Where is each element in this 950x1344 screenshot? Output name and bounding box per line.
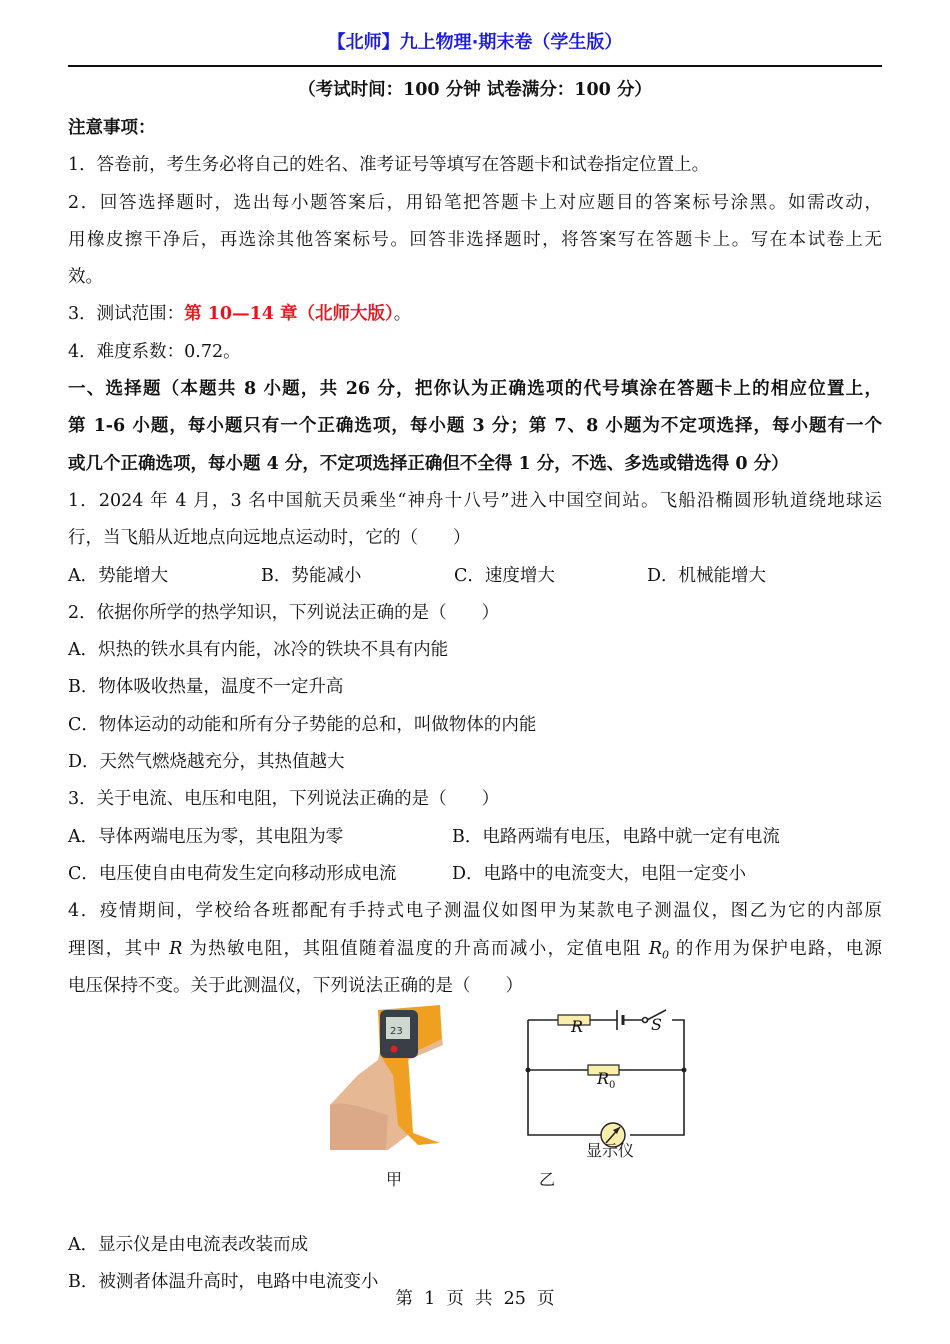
q4-stem-line3: 电压保持不变。关于此测温仪，下列说法正确的是（ ）	[68, 975, 523, 996]
q4-stem-line2	[68, 931, 882, 968]
notice-heading: 注意事项：	[68, 118, 156, 138]
q1-stem-line2: 行，当飞船从近地点向远地点运动时，它的（ ）	[68, 528, 471, 549]
label-display-meter: 显示仪	[586, 1141, 635, 1161]
q1-option-d: D．机械能增大	[647, 565, 767, 586]
q4-option-b: B．被测者体温升高时，电路中电流变小	[68, 1272, 379, 1293]
q3-option-c: C．电压使自由电荷发生定向移动形成电流	[68, 863, 397, 884]
junction-right	[682, 1068, 687, 1073]
section1-line2: 第 1-6 小题，每小题只有一个正确选项，每小题 3 分；第 7、8 小题为不定项选择，每小题有一个	[68, 416, 882, 437]
q2-option-d: D．天然气燃烧越充分，其热值越大	[68, 752, 345, 773]
notice-item-3	[68, 296, 882, 333]
notice-item-3-prefix: 3．测试范围：	[68, 304, 185, 325]
test-range: 第 10—14 章（北师大版）	[184, 304, 394, 325]
symbol-r0: R	[648, 938, 663, 959]
label-s: S	[651, 1015, 662, 1035]
label-r0	[597, 1069, 615, 1096]
notice-item-1: 1．答卷前，考生务必将自己的姓名、准考证号等填写在答题卡和试卷指定位置上。	[68, 155, 710, 176]
label-r0-sub: 0	[609, 1080, 616, 1092]
q3-options-row1	[68, 819, 882, 856]
q2-stem: 2．依据你所学的热学知识，下列说法正确的是（ ）	[68, 602, 500, 623]
switch-pivot	[643, 1018, 648, 1023]
q2-option-b: B．物体吸收热量，温度不一定升高	[68, 677, 344, 698]
figure-svg	[68, 1005, 882, 1227]
label-jia: 甲	[386, 1170, 403, 1190]
section1-line1: 一、选择题（本题共 8 小题，共 26 分，把你认为正确选项的代号填涂在答题卡上的相应位置上，	[68, 379, 882, 400]
page-footer: 第 1 页 共 25 页	[395, 1289, 555, 1309]
q3-options-row2	[68, 856, 882, 893]
trigger-button	[391, 1046, 398, 1053]
symbol-r: R	[169, 938, 183, 959]
q3-option-a: A．导体两端电压为零，其电阻为零	[68, 826, 344, 847]
exam-info: （考试时间：100 分钟 试卷满分：100 分）	[298, 80, 652, 100]
notice-item-4: 4．难度系数：0.72。	[68, 341, 241, 362]
header-divider	[68, 65, 882, 67]
notice-item-2-line2: 用橡皮擦干净后，再选涂其他答案标号。回答非选择题时，将答案写在答题卡上。写在本试卷上无	[68, 229, 882, 250]
screen-reading: 23	[390, 1026, 403, 1038]
q2-option-a: A．炽热的铁水具有内能，冰冷的铁块不具有内能	[68, 640, 449, 661]
notice-item-2-line3: 效。	[68, 267, 103, 288]
q4-figure	[68, 1005, 882, 1227]
thermometer-photo	[330, 1005, 443, 1150]
q4-option-a: A．显示仪是由电流表改装而成	[68, 1235, 309, 1256]
page-header-title: 【北师】九上物理·期末卷（学生版）	[327, 32, 623, 53]
q4-stem-line1: 4．疫情期间，学校给各班都配有手持式电子测温仪如图甲为某款电子测温仪，图乙为它的内部原	[68, 901, 882, 922]
q4-text: 为热敏电阻，其阻值随着温度的升高而减小，定值电阻	[182, 938, 649, 959]
q3-option-d: D．电路中的电流变大，电阻一定变小	[452, 863, 747, 884]
label-r: R	[571, 1017, 584, 1037]
q1-option-b: B．势能减小	[261, 565, 362, 586]
section1-line3: 或几个正确选项，每小题 4 分，不定项选择正确但不全得 1 分，不选、多选或错选得 0 分）	[68, 453, 789, 474]
q4-text: 的作用为保护电路，电源	[669, 938, 883, 959]
q3-option-b: B．电路两端有电压，电路中就一定有电流	[452, 826, 780, 847]
q4-text: 理图，其中	[68, 938, 170, 959]
q1-option-a: A．势能增大	[68, 565, 169, 586]
q1-option-c: C．速度增大	[454, 565, 555, 586]
q1-stem-line1: 1．2024 年 4 月，3 名中国航天员乘坐“神舟十八号”进入中国空间站。飞船沿椭圆形轨道绕地球运	[68, 490, 882, 511]
q2-option-c: C．物体运动的动能和所有分子势能的总和，叫做物体的内能	[68, 714, 537, 735]
q1-options	[68, 558, 882, 595]
symbol-r0-subscript: 0	[662, 948, 670, 962]
label-r0-letter: R	[597, 1069, 610, 1089]
junction-left	[526, 1068, 531, 1073]
q3-stem: 3．关于电流、电压和电阻，下列说法正确的是（ ）	[68, 789, 500, 810]
notice-item-2-line1: 2．回答选择题时，选出每小题答案后，用铅笔把答题卡上对应题目的答案标号涂黑。如需改动，	[68, 192, 882, 213]
label-yi: 乙	[539, 1170, 556, 1190]
notice-item-3-suffix: 。	[393, 304, 412, 325]
document-body	[68, 110, 882, 1302]
